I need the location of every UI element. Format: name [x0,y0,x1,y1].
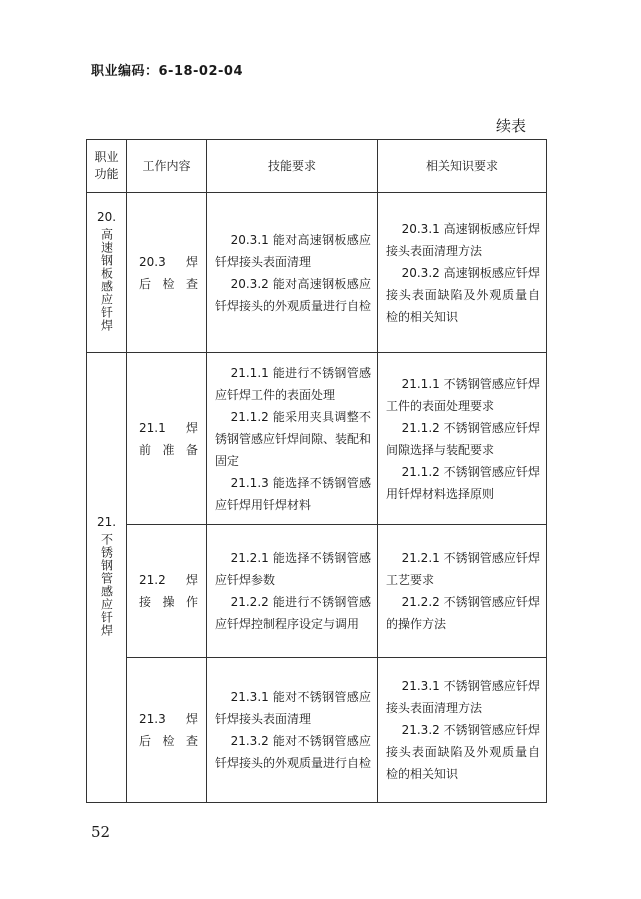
skill-item: 21.1.2 能采用夹具调整不锈钢管感应钎焊间隙、装配和固定 [215,409,372,468]
work-content-line: 后检查 [139,276,198,291]
work-content-line: 21.3 焊 [139,712,198,726]
work-content-line: 21.1 焊 [139,420,198,435]
work-content [139,251,198,295]
header-work: 工作内容 [127,140,207,193]
skill-item: 21.1.3 能选择不锈钢管感应钎焊用钎焊材料 [215,475,371,512]
header-func: 职业功能 [87,140,127,193]
knowledge-cell [378,658,547,803]
table-row [87,525,547,658]
work-content [139,417,198,461]
skill-cell [207,525,378,658]
function-number: 21. [96,515,117,529]
knowledge-item: 20.3.1 高速钢板感应钎焊接头表面清理方法 [386,221,540,258]
function-name: 不锈钢管感应钎焊 [99,533,114,637]
knowledge-item: 21.1.1 不锈钢管感应钎焊工件的表面处理要求 [386,376,540,413]
skill-requirements-table [86,139,547,803]
table-row [87,353,547,525]
work-content-cell [127,353,207,525]
work-content-line: 接操作 [139,595,198,609]
work-content-cell [127,525,207,658]
continued-label: 续表 [496,117,527,135]
work-content-line: 后检查 [139,734,198,748]
table-row [87,193,547,353]
work-content [139,569,198,613]
header-skill: 技能要求 [207,140,378,193]
function-cell [87,353,127,803]
skill-cell [207,658,378,803]
skill-item: 21.2.1 能选择不锈钢管感应钎焊参数 [215,551,371,587]
knowledge-cell [378,193,547,353]
knowledge-item: 21.1.2 不锈钢管感应钎焊用钎焊材料选择原则 [386,464,540,501]
skill-cell [207,353,378,525]
occupation-code: 职业编码：6-18-02-04 [91,64,244,79]
knowledge-item: 21.1.2 不锈钢管感应钎焊间隙选择与装配要求 [386,420,540,457]
work-content-line: 20.3 焊 [139,254,198,269]
knowledge-item: 20.3.2 高速钢板感应钎焊接头表面缺陷及外观质量自检的相关知识 [386,265,540,324]
header-knowledge: 相关知识要求 [378,140,547,193]
work-content-line: 21.2 焊 [139,573,198,587]
table-row [87,658,547,803]
function-name: 高速钢板感应钎焊 [99,228,114,332]
skill-item: 20.3.1 能对高速钢板感应钎焊接头表面清理 [215,232,371,269]
table-header-row [87,140,547,193]
knowledge-cell [378,353,547,525]
work-content-cell [127,193,207,353]
work-content-line: 前准备 [139,442,198,457]
knowledge-item: 21.3.2 不锈钢管感应钎焊接头表面缺陷及外观质量自检的相关知识 [386,723,540,781]
skill-item: 21.3.2 能对不锈钢管感应钎焊接头的外观质量进行自检 [215,734,372,770]
skill-item: 21.2.2 能进行不锈钢管感应钎焊控制程序设定与调用 [215,595,371,631]
skill-item: 20.3.2 能对高速钢板感应钎焊接头的外观质量进行自检 [215,276,372,313]
knowledge-item: 21.2.1 不锈钢管感应钎焊工艺要求 [386,551,540,587]
page-number: 52 [91,823,111,841]
skill-item: 21.3.1 能对不锈钢管感应钎焊接头表面清理 [215,690,371,726]
knowledge-cell [378,525,547,658]
skill-item: 21.1.1 能进行不锈钢管感应钎焊工件的表面处理 [215,365,371,402]
work-content-cell [127,658,207,803]
knowledge-item: 21.2.2 不锈钢管感应钎焊的操作方法 [386,595,540,631]
work-content [139,708,198,752]
function-number: 20. [96,210,117,224]
skill-cell [207,193,378,353]
function-cell [87,193,127,353]
knowledge-item: 21.3.1 不锈钢管感应钎焊接头表面清理方法 [386,679,540,715]
